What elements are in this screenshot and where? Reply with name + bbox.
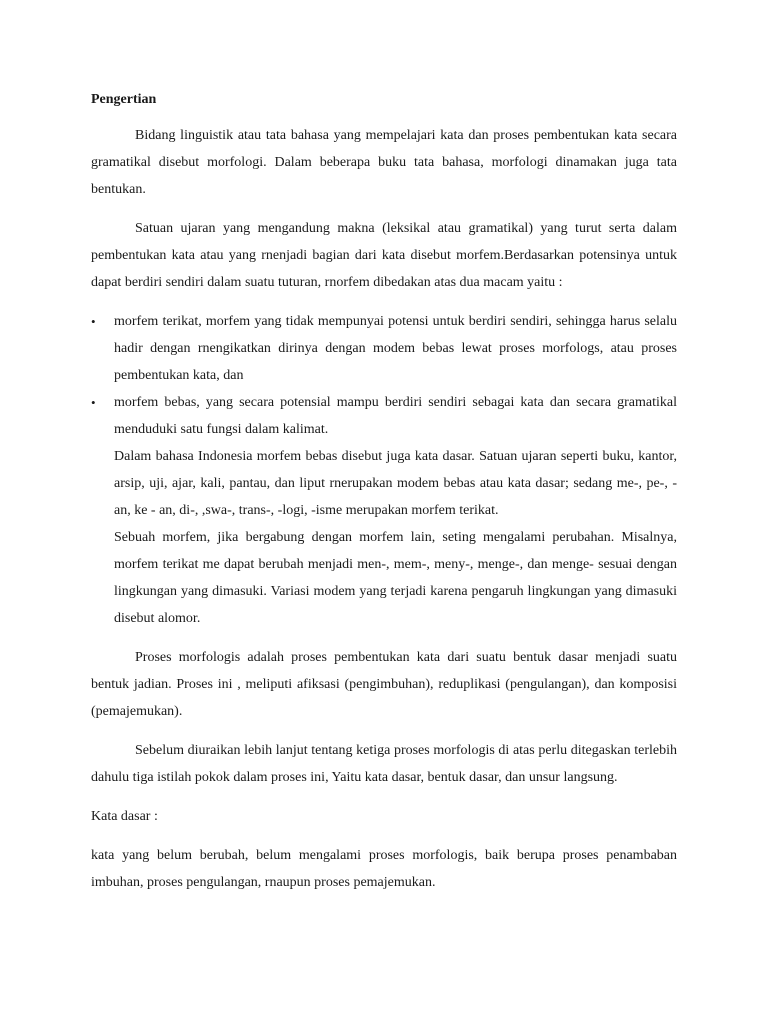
paragraph-proses-morfologis: Proses morfologis adalah proses pembentukan kata dari suatu bentuk dasar menjadi suatu bentuk jadian. Proses ini , meliputi afiksasi (pengimbuhan), reduplikasi (pengulangan), dan komposisi (pemajemukan).	[91, 650, 677, 719]
paragraph-kata-dasar-example: Dalam bahasa Indonesia morfem bebas disebut juga kata dasar. Satuan ujaran seperti buku, kantor, arsip, uji, ajar, kali, pantau, dan liput rnerupakan modem bebas atau kata dasar; sedang me-, pe-, -an, ke - an, di-, ,swa-, trans-, -logi, -isme merupakan morfem terikat.	[114, 449, 677, 518]
paragraph-definition: Bidang linguistik atau tata bahasa yang mempelajari kata dan proses pembentukan kata secara gramatikal disebut morfologi. Dalam beberapa buku tata bahasa, morfologi dinamakan juga tata bentukan.	[91, 128, 677, 197]
list-item-morfem-bebas: • morfem bebas, yang secara potensial mampu berdiri sendiri sebagai kata dan secara gramatikal menduduki satu fungsi dalam kalimat.	[91, 389, 677, 443]
paragraph-kata-dasar-label: Kata dasar :	[91, 809, 158, 824]
paragraph-alomorf: Sebuah morfem, jika bergabung dengan morfem lain, seting mengalami perubahan. Misalnya, morfem terikat me dapat berubah menjadi men-, mem-, meny-, menge-, dan menge- sesuai dengan lingkungan yang dimasuki. Variasi modem yang terjadi karena pengaruh lingkungan yang dimasuki disebut alomor.	[114, 530, 677, 626]
paragraph-istilah-pokok: Sebelum diuraikan lebih lanjut tentang ketiga proses morfologis di atas perlu ditegaskan terlebih dahulu tiga istilah pokok dalam proses ini, Yaitu kata dasar, bentuk dasar, dan unsur langsung.	[91, 743, 677, 785]
paragraph-kata-dasar-definition: kata yang belum berubah, belum mengalami proses morfologis, baik berupa proses penambaban imbuhan, proses pengulangan, rnaupun proses pemajemukan.	[91, 848, 677, 890]
list-item-morfem-terikat: • morfem terikat, morfem yang tidak mempunyai potensi untuk berdiri sendiri, sehingga harus selalu hadir dengan rnengikatkan dirinya dengan modem bebas lewat proses morfologs, atau proses pembentukan kata, dan	[91, 308, 677, 389]
morfem-list	[91, 308, 677, 443]
section-heading: Pengertian	[91, 92, 157, 107]
paragraph-morfem: Satuan ujaran yang mengandung makna (leksikal atau gramatikal) yang turut serta dalam pembentukan kata atau yang rnenjadi bagian dari kata disebut morfem.Berdasarkan potensinya untuk dapat berdiri sendiri dalam suatu tuturan, rnorfem dibedakan atas dua macam yaitu :	[91, 221, 677, 290]
